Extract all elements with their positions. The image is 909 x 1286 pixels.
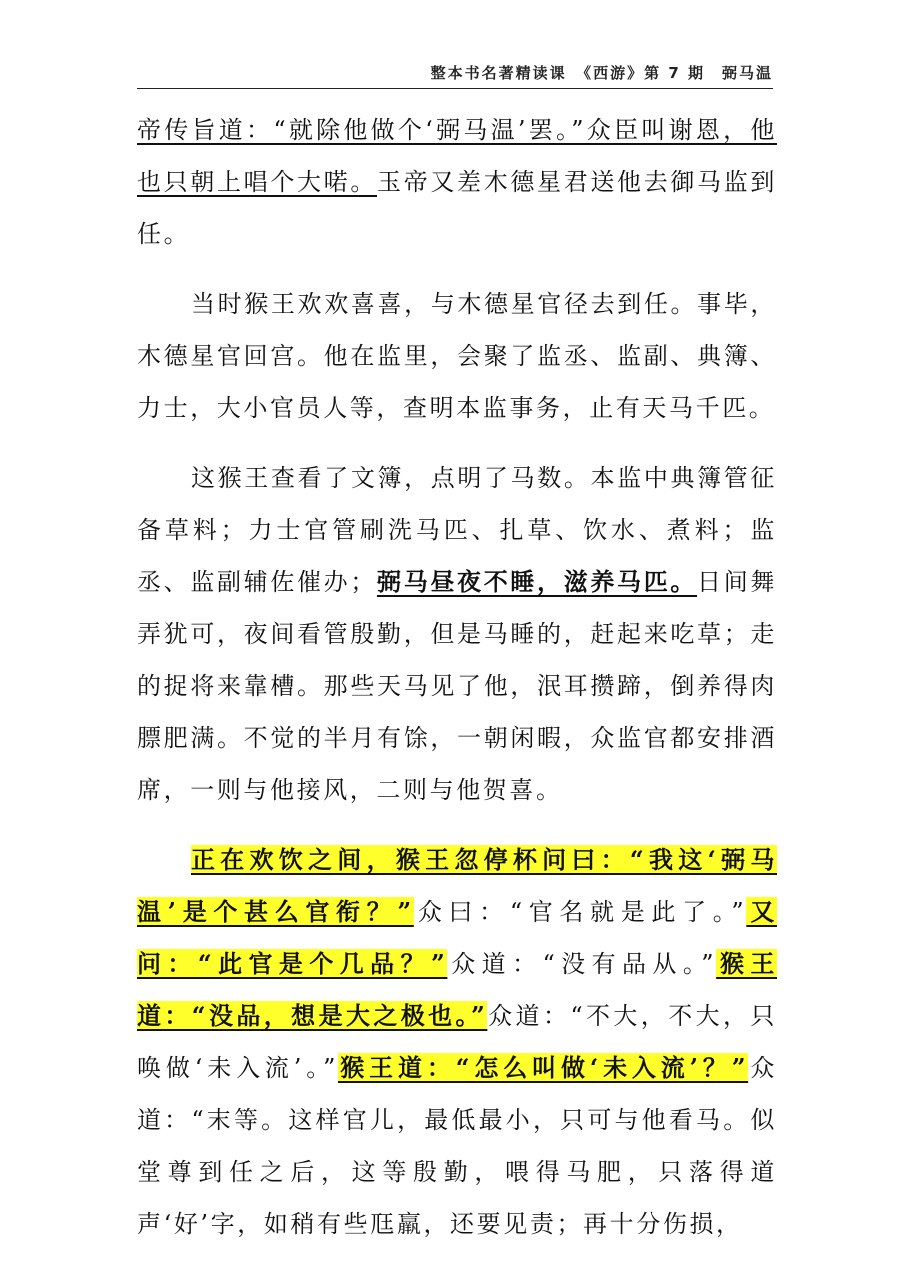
document-body bbox=[137, 104, 777, 1268]
highlighted-text: 又问：“此官是个几品？” bbox=[137, 897, 777, 978]
plain-text: 众道：“末等。这样官儿，最低最小，只可与他看马。似堂尊到任之后，这等殷勤，喂得马肥，只落得道声‘好’字，如稍有些尫羸，还要见责；再十分伤损， bbox=[137, 1054, 778, 1238]
plain-text: 日间舞弄犹可，夜间看管殷勤，但是马睡的，赶起来吃草；走的捉将来靠槽。那些天马见了他，泯耳攒蹄，倒养得肉膘肥满。不觉的半月有馀，一朝闲暇，众监官都安排酒席，一则与他接风，二则与他贺喜。 bbox=[137, 568, 777, 804]
header-rule bbox=[137, 88, 773, 89]
paragraph-2 bbox=[137, 278, 777, 434]
plain-text: 众曰：“官名就是此了。” bbox=[413, 898, 747, 926]
underlined-text: 帝传旨道：“就除他做个‘弼马温’罢。”众臣叫谢恩，他也只朝上唱个大喏。 bbox=[137, 116, 777, 196]
bold-underlined-text: 弼马昼夜不睡，滋养马匹。 bbox=[376, 567, 698, 596]
paragraph-1 bbox=[137, 104, 777, 260]
highlighted-text: 猴王道：“怎么叫做‘未入流’？” bbox=[338, 1053, 749, 1082]
page-header: 整本书名著精读课 《西游》第 7 期 弼马温 bbox=[430, 64, 773, 82]
highlighted-text: 猴王道：“没品，想是大之极也。” bbox=[137, 949, 777, 1030]
plain-text: 玉帝又差木德星君送他去御马监到任。 bbox=[137, 168, 778, 248]
plain-text: 这猴王查看了文簿，点明了马数。本监中典簿管征备草料；力士官管刷洗马匹、扎草、饮水、煮料；监丞、监副辅佐催办； bbox=[137, 464, 777, 596]
paragraph-4 bbox=[137, 834, 777, 1250]
plain-text: 众道：“不大，不大，只唤做‘未入流’。” bbox=[137, 1002, 777, 1082]
plain-text: 众道：“没有品从。” bbox=[447, 950, 717, 978]
highlighted-text: 正在欢饮之间，猴王忽停杯问曰：“我这‘弼马温’是个甚么官衔？” bbox=[137, 845, 777, 926]
paragraph-3 bbox=[137, 452, 777, 816]
plain-text: 当时猴王欢欢喜喜，与木德星官径去到任。事毕，木德星官回宫。他在监里，会聚了监丞、监副、典簿、力士，大小官员人等，查明本监事务，止有天马千匹。 bbox=[137, 290, 777, 422]
